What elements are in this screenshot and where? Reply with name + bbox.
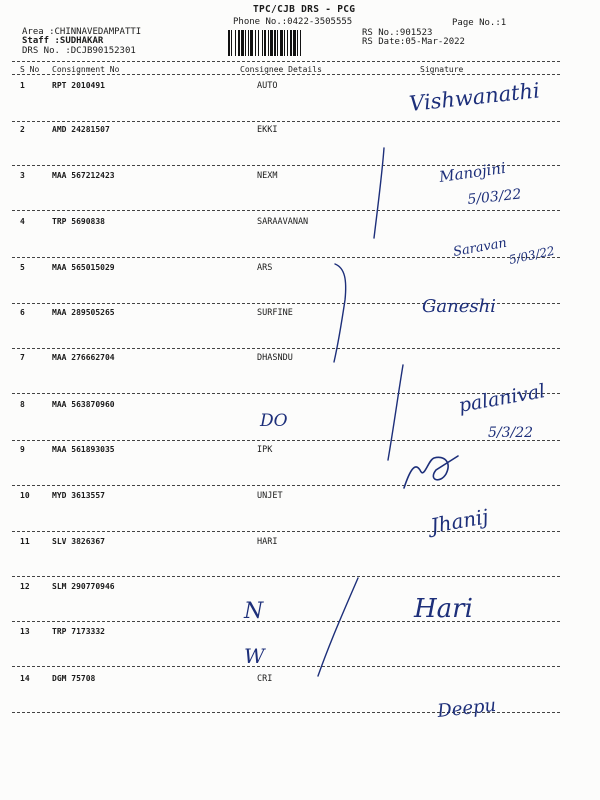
signature-row-1: Vishwanathi — [408, 78, 541, 116]
note-row-8: DO — [260, 411, 288, 431]
note-row-12: N — [244, 599, 264, 624]
area-field: Area :CHINNAVEDAMPATTI — [22, 27, 142, 37]
row-consignee: SARAAVANAN — [257, 217, 309, 227]
drs-number: DRS No. :DCJB90152301 — [22, 46, 136, 56]
row-consignment: TRP 5690838 — [52, 217, 105, 226]
row-consignee: AUTO — [257, 81, 278, 91]
row-sno: 2 — [20, 125, 25, 134]
row-sno: 7 — [20, 353, 25, 362]
row-sno: 13 — [20, 627, 30, 636]
row-sno: 8 — [20, 400, 25, 409]
row-consignee: UNJET — [257, 491, 283, 501]
row-sno: 4 — [20, 217, 25, 226]
row-consignee: IPK — [257, 445, 273, 455]
signature-row-12: Hari — [414, 594, 473, 624]
bracket-line-4 — [318, 578, 358, 676]
col-sno-header: S No — [20, 65, 40, 74]
row-consignee: DHASNDU — [257, 353, 293, 363]
rs-date: RS Date:05-Mar-2022 — [362, 37, 465, 47]
bracket-line-2 — [334, 264, 346, 362]
row-sno: 12 — [20, 582, 30, 591]
row-consignee: CRI — [257, 674, 273, 684]
bracket-line-3 — [388, 365, 403, 460]
rs-number: RS No.:901523 — [362, 28, 433, 38]
page-number: Page No.:1 — [452, 18, 507, 28]
row-consignment: MAA 289505265 — [52, 308, 115, 317]
row-consignment: TRP 7173332 — [52, 627, 105, 636]
bracket-line-1 — [374, 148, 384, 238]
row-sno: 14 — [20, 674, 30, 683]
signature-row-3: Manojini — [438, 158, 507, 186]
row-sno: 1 — [20, 81, 25, 90]
signature-row-10: Jhanij — [428, 504, 491, 538]
row-consignee: EKKI — [257, 125, 278, 135]
row-sno: 5 — [20, 263, 25, 272]
row-consignee: HARI — [257, 537, 278, 547]
row-consignment: MAA 276662704 — [52, 353, 115, 362]
row-sno: 10 — [20, 491, 30, 500]
col-signature-header: Signature — [420, 65, 464, 74]
signature-row-6: Ganeshi — [422, 296, 496, 317]
row-consignment: MAA 563870960 — [52, 400, 115, 409]
signature-row-9 — [404, 456, 458, 488]
row-consignment: MAA 567212423 — [52, 171, 115, 180]
row-sno: 9 — [20, 445, 25, 454]
signature-row-8: palanival — [457, 380, 547, 417]
staff-field: Staff :SUDHAKAR — [22, 36, 104, 46]
row-consignment: DGM 75708 — [52, 674, 96, 683]
row-consignment: MAA 561893035 — [52, 445, 115, 454]
row-consignment: AMD 24281507 — [52, 125, 110, 134]
row-sno: 6 — [20, 308, 25, 317]
row-consignment: MYD 3613557 — [52, 491, 105, 500]
col-consignment-header: Consignment No — [52, 65, 120, 74]
signature-row-8-date: 5/3/22 — [488, 425, 534, 441]
row-consignment: RPT 2010491 — [52, 81, 105, 90]
row-consignment: SLV 3826367 — [52, 537, 105, 546]
signature-row-3-date: 5/03/22 — [466, 186, 523, 208]
signature-row-14: Deepu — [436, 694, 498, 722]
document-title: TPC/CJB DRS - PCG — [253, 4, 356, 15]
row-consignment: MAA 565015029 — [52, 263, 115, 272]
signature-row-4: Saravan — [452, 235, 508, 260]
signature-row-4-date: 5/03/22 — [507, 243, 556, 267]
row-sno: 11 — [20, 537, 30, 546]
row-consignee: ARS — [257, 263, 273, 273]
col-consignee-header: Consignee Details — [240, 65, 322, 74]
row-sno: 3 — [20, 171, 25, 180]
note-row-13: W — [244, 644, 265, 668]
row-consignee: NEXM — [257, 171, 278, 181]
phone-number: Phone No.:0422-3505555 — [233, 17, 353, 27]
row-consignment: SLM 290770946 — [52, 582, 115, 591]
row-consignee: SURFINE — [257, 308, 293, 318]
